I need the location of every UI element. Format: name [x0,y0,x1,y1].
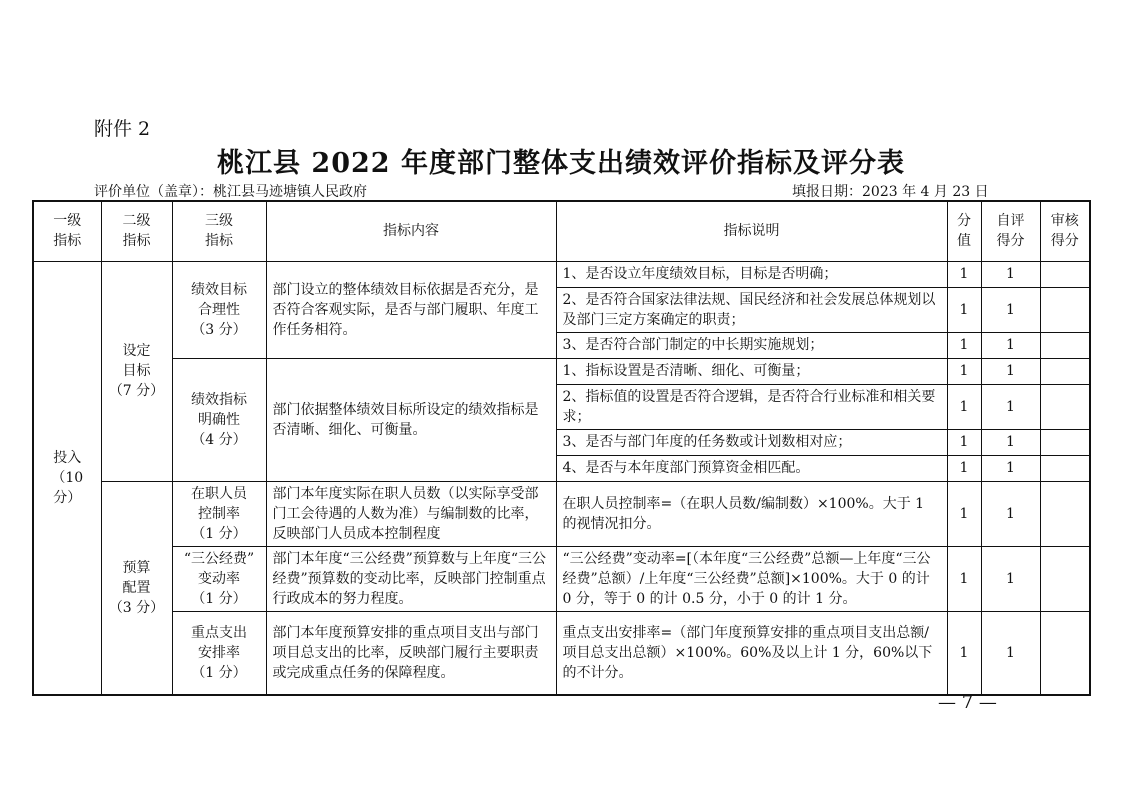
header-level2: 二级 指标 [101,201,172,261]
evaluation-unit: 评价单位（盖章）：桃江县马迹塘镇人民政府 [94,184,367,200]
audit-score-cell [1040,481,1090,546]
description-cell: 1、指标设置是否清晰、细化、可衡量； [556,358,947,384]
self-score-cell: 1 [981,261,1040,287]
description-cell: 3、是否与部门年度的任务数或计划数相对应； [556,429,947,455]
score-cell: 1 [947,611,981,695]
description-cell: 2、指标值的设置是否符合逻辑，是否符合行业标准和相关要求； [556,384,947,429]
header-row [33,201,1090,261]
description-cell: 1、是否设立年度绩效目标，目标是否明确； [556,261,947,287]
description-cell: 在职人员控制率=（在职人员数/编制数）×100%。大于 1 的视情况扣分。 [556,481,947,546]
table-row [33,261,1090,287]
self-score-cell: 1 [981,332,1040,358]
document-title: 桃江县 2022 年度部门整体支出绩效评价指标及评分表 [217,148,905,179]
level3-cell: 绩效目标 合理性 （3 分） [172,261,266,358]
score-cell: 1 [947,287,981,332]
score-cell: 1 [947,332,981,358]
self-score-cell: 1 [981,429,1040,455]
score-cell: 1 [947,261,981,287]
audit-score-cell [1040,546,1090,611]
content-cell: 部门本年度实际在职人员数（以实际享受部门工会待遇的人数为准）与编制数的比率，反映部门人员成本控制程度 [266,481,556,546]
self-score-cell: 1 [981,384,1040,429]
level1-cell: 投入 （10 分） [33,261,101,695]
header-description: 指标说明 [556,201,947,261]
self-score-cell: 1 [981,287,1040,332]
table-row [33,358,1090,384]
fill-date: 填报日期：2023 年 4 月 23 日 [792,184,989,200]
score-cell: 1 [947,481,981,546]
audit-score-cell [1040,261,1090,287]
content-cell: 部门依据整体绩效目标所设定的绩效指标是否清晰、细化、可衡量。 [266,358,556,481]
audit-score-cell [1040,455,1090,481]
content-cell: 部门本年度“三公经费”预算数与上年度“三公经费”预算数的变动比率，反映部门控制重点行政成本的努力程度。 [266,546,556,611]
description-cell: 3、是否符合部门制定的中长期实施规划； [556,332,947,358]
description-cell: 重点支出安排率=（部门年度预算安排的重点项目支出总额/项目总支出总额）×100%。60%及以上计 1 分，60%以下的不计分。 [556,611,947,695]
audit-score-cell [1040,358,1090,384]
level3-cell: 在职人员 控制率 （1 分） [172,481,266,546]
table-row [33,546,1090,611]
audit-score-cell [1040,429,1090,455]
level3-cell: “三公经费” 变动率 （1 分） [172,546,266,611]
audit-score-cell [1040,332,1090,358]
self-score-cell: 1 [981,611,1040,695]
header-content: 指标内容 [266,201,556,261]
audit-score-cell [1040,287,1090,332]
audit-score-cell [1040,611,1090,695]
content-cell: 部门本年度预算安排的重点项目支出与部门项目总支出的比率，反映部门履行主要职责或完成重点任务的保障程度。 [266,611,556,695]
level3-cell: 重点支出 安排率 （1 分） [172,611,266,695]
level2-cell-target: 设定 目标 （7 分） [101,261,172,481]
header-self-score: 自评 得分 [981,201,1040,261]
description-cell: 2、是否符合国家法律法规、国民经济和社会发展总体规划以及部门三定方案确定的职责； [556,287,947,332]
content-cell: 部门设立的整体绩效目标依据是否充分，是否符合客观实际，是否与部门履职、年度工作任务相符。 [266,261,556,358]
header-audit-score: 审核 得分 [1040,201,1090,261]
self-score-cell: 1 [981,481,1040,546]
level2-cell-budget: 预算 配置 （3 分） [101,481,172,695]
audit-score-cell [1040,384,1090,429]
score-cell: 1 [947,455,981,481]
score-cell: 1 [947,546,981,611]
score-cell: 1 [947,358,981,384]
level3-cell: 绩效指标 明确性 （4 分） [172,358,266,481]
table-row [33,611,1090,695]
description-cell: 4、是否与本年度部门预算资金相匹配。 [556,455,947,481]
score-cell: 1 [947,429,981,455]
self-score-cell: 1 [981,455,1040,481]
self-score-cell: 1 [981,546,1040,611]
description-cell: “三公经费”变动率=[（本年度“三公经费”总额—上年度“三公经费”总额）/上年度“三公经费”总额]×100%。大于 0 的计 0 分，等于 0 的计 0.5 分，小于 0 的计 1 分。 [556,546,947,611]
header-level3: 三级 指标 [172,201,266,261]
score-table [32,200,1091,696]
page-number: — 7 — [938,692,997,713]
attachment-label: 附件 2 [94,118,151,140]
table-row [33,481,1090,546]
self-score-cell: 1 [981,358,1040,384]
header-level1: 一级 指标 [33,201,101,261]
score-cell: 1 [947,384,981,429]
header-score: 分 值 [947,201,981,261]
